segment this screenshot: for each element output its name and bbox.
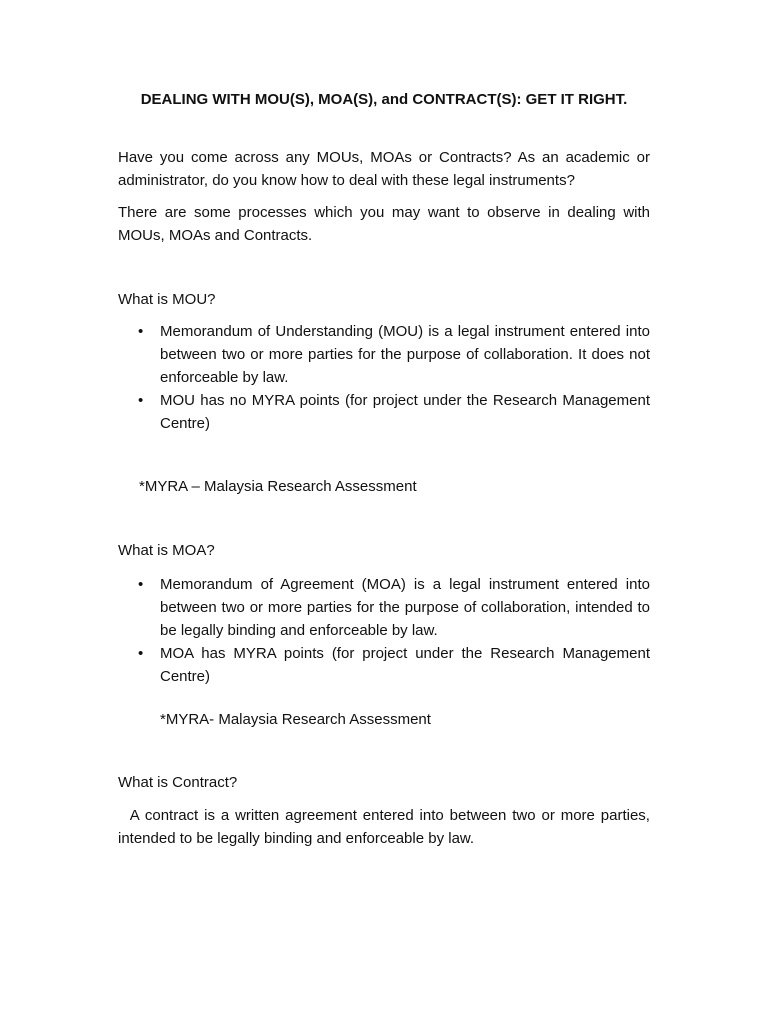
mou-bullet-list: [118, 320, 650, 435]
moa-myra-note: *MYRA- Malaysia Research Assessment: [160, 711, 431, 728]
list-item: [118, 642, 650, 688]
mou-myra-note: *MYRA – Malaysia Research Assessment: [139, 478, 417, 495]
list-item: [118, 389, 650, 435]
moa-bullet-text-2: MOA has MYRA points (for project under the Research Management Centre): [160, 645, 650, 685]
intro-paragraph-2: There are some processes which you may want to observe in dealing with MOUs, MOAs and Contracts.: [118, 204, 650, 244]
mou-heading: What is MOU?: [118, 291, 216, 308]
contract-paragraph: A contract is a written agreement entered into between two or more parties, intended to be legally binding and enforceable by law.: [118, 807, 655, 847]
mou-bullet-text-2: MOU has no MYRA points (for project under the Research Management Centre): [160, 392, 650, 432]
mou-bullet-text-1: Memorandum of Understanding (MOU) is a legal instrument entered into between two or more parties for the purpose of collaboration. It does not enforceable by law.: [160, 323, 650, 386]
bullet-icon: •: [138, 392, 144, 409]
bullet-icon: •: [138, 323, 144, 340]
moa-bullet-list: [118, 573, 650, 688]
list-item: [118, 573, 650, 642]
bullet-icon: •: [138, 645, 144, 662]
intro-paragraph-1: Have you come across any MOUs, MOAs or Contracts? As an academic or administrator, do you know how to deal with these legal instruments?: [118, 149, 650, 189]
page-title: DEALING WITH MOU(S), MOA(S), and CONTRACT(S): GET IT RIGHT.: [140, 91, 628, 108]
list-item: [118, 320, 650, 389]
bullet-icon: •: [138, 576, 144, 593]
moa-bullet-text-1: Memorandum of Agreement (MOA) is a legal instrument entered into between two or more parties for the purpose of collaboration, intended to be legally binding and enforceable by law.: [160, 576, 650, 639]
contract-heading: What is Contract?: [118, 774, 238, 791]
moa-heading: What is MOA?: [118, 542, 215, 559]
